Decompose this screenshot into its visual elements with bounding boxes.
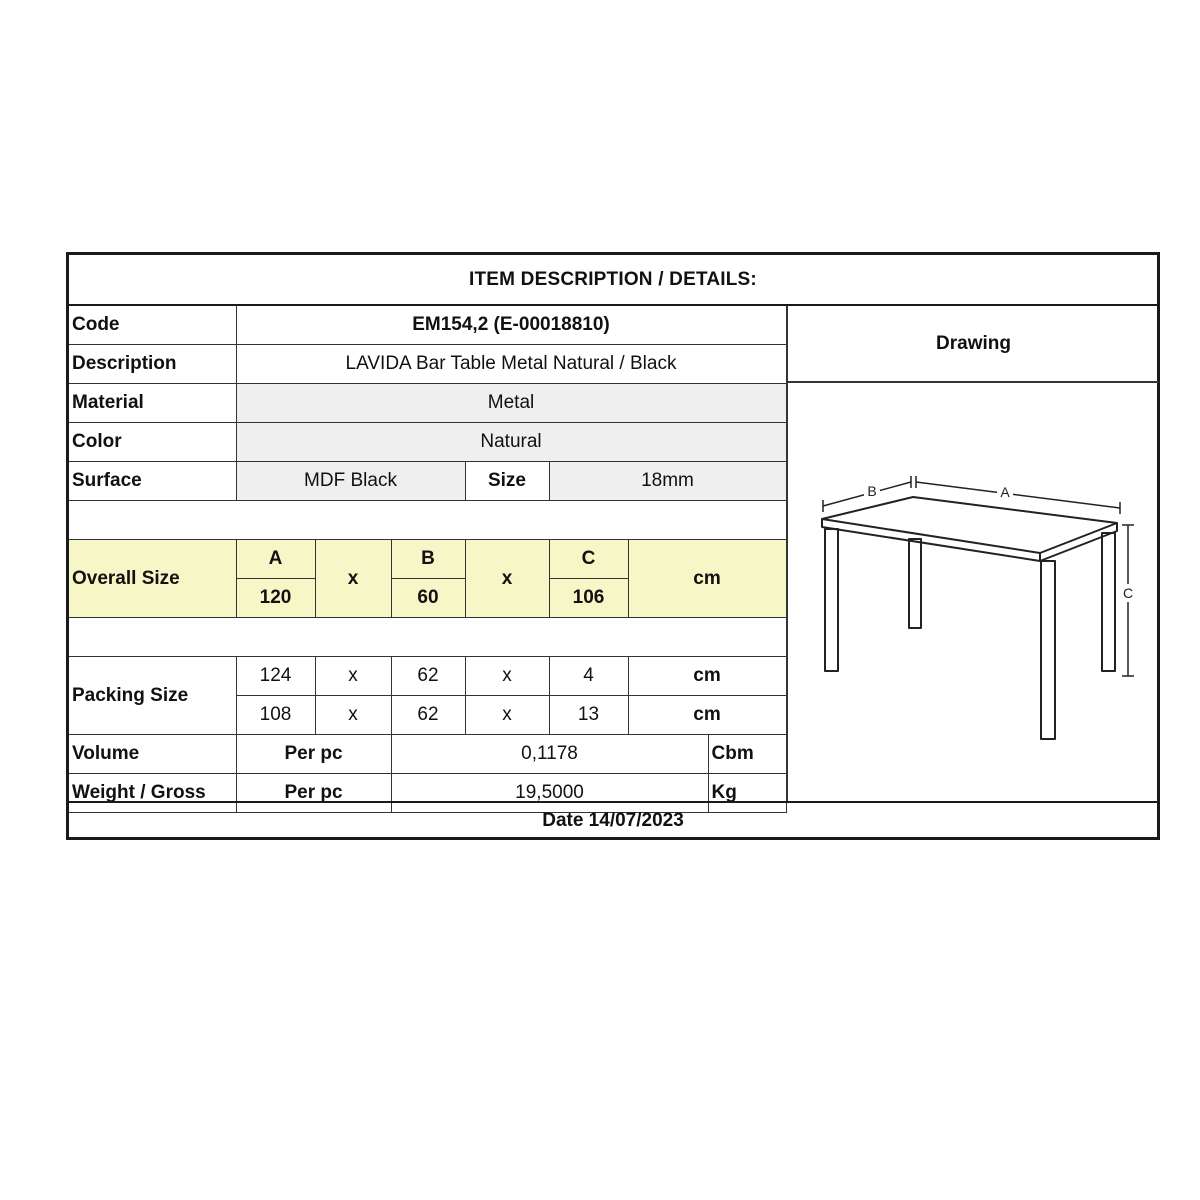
surface-row: [69, 462, 786, 501]
weight-unit: Kg: [708, 774, 786, 813]
back-left-leg: [909, 539, 921, 628]
material-row: [69, 384, 786, 423]
dim-a-line: [916, 482, 1120, 508]
packing-unit: cm: [628, 696, 786, 735]
packing-c-value: 13: [549, 696, 628, 735]
size-label: Size: [465, 462, 549, 501]
volume-unit: Cbm: [708, 735, 786, 774]
packing-size-row-1: [69, 657, 786, 696]
overall-size-header-row: [69, 540, 786, 579]
dim-c-value: 106: [549, 579, 628, 618]
spec-table: [69, 306, 787, 813]
front-right-leg: [1041, 561, 1055, 739]
drawing-area: [788, 383, 1159, 801]
code-value: EM154,2 (E-00018810): [236, 306, 786, 345]
times-sign: x: [315, 696, 391, 735]
packing-a-value: 124: [236, 657, 315, 696]
volume-per: Per pc: [236, 735, 391, 774]
spacer-row: [69, 618, 786, 657]
dim-a-header: A: [236, 540, 315, 579]
times-sign: x: [315, 540, 391, 618]
drawing-title: Drawing: [788, 306, 1159, 383]
color-label: Color: [69, 423, 236, 462]
surface-label: Surface: [69, 462, 236, 501]
front-left-leg: [825, 529, 838, 671]
tabletop-outline: [822, 497, 1117, 553]
volume-label: Volume: [69, 735, 236, 774]
spacer-cell: [69, 618, 786, 657]
packing-a-value: 108: [236, 696, 315, 735]
table-line-drawing: [788, 383, 1159, 801]
back-right-leg: [1102, 533, 1115, 671]
weight-label: Weight / Gross: [69, 774, 236, 813]
volume-row: [69, 735, 786, 774]
times-sign: x: [465, 540, 549, 618]
dim-c-label: C: [1122, 585, 1134, 601]
description-value: LAVIDA Bar Table Metal Natural / Black: [236, 345, 786, 384]
code-row: [69, 306, 786, 345]
times-sign: x: [315, 657, 391, 696]
surface-value: MDF Black: [236, 462, 465, 501]
description-label: Description: [69, 345, 236, 384]
size-value: 18mm: [549, 462, 786, 501]
sheet-title: ITEM DESCRIPTION / DETAILS:: [69, 255, 1157, 306]
date-footer: Date 14/07/2023: [69, 801, 1157, 839]
material-value: Metal: [236, 384, 786, 423]
spacer-cell: [69, 501, 786, 540]
dim-c-header: C: [549, 540, 628, 579]
drawing-panel: [786, 306, 1159, 801]
weight-value: 19,5000: [391, 774, 708, 813]
overall-size-label: Overall Size: [69, 540, 236, 618]
times-sign: x: [465, 657, 549, 696]
times-sign: x: [465, 696, 549, 735]
code-label: Code: [69, 306, 236, 345]
packing-b-value: 62: [391, 657, 465, 696]
dim-a-value: 120: [236, 579, 315, 618]
color-row: [69, 423, 786, 462]
volume-value: 0,1178: [391, 735, 708, 774]
packing-b-value: 62: [391, 696, 465, 735]
dim-b-value: 60: [391, 579, 465, 618]
packing-unit: cm: [628, 657, 786, 696]
color-value: Natural: [236, 423, 786, 462]
weight-per: Per pc: [236, 774, 391, 813]
spacer-row: [69, 501, 786, 540]
dim-a-label: A: [1000, 484, 1010, 500]
packing-size-label: Packing Size: [69, 657, 236, 735]
dim-b-header: B: [391, 540, 465, 579]
spec-sheet: [66, 252, 1160, 840]
material-label: Material: [69, 384, 236, 423]
packing-c-value: 4: [549, 657, 628, 696]
description-row: [69, 345, 786, 384]
dim-b-label: B: [867, 483, 877, 499]
overall-size-unit: cm: [628, 540, 786, 618]
